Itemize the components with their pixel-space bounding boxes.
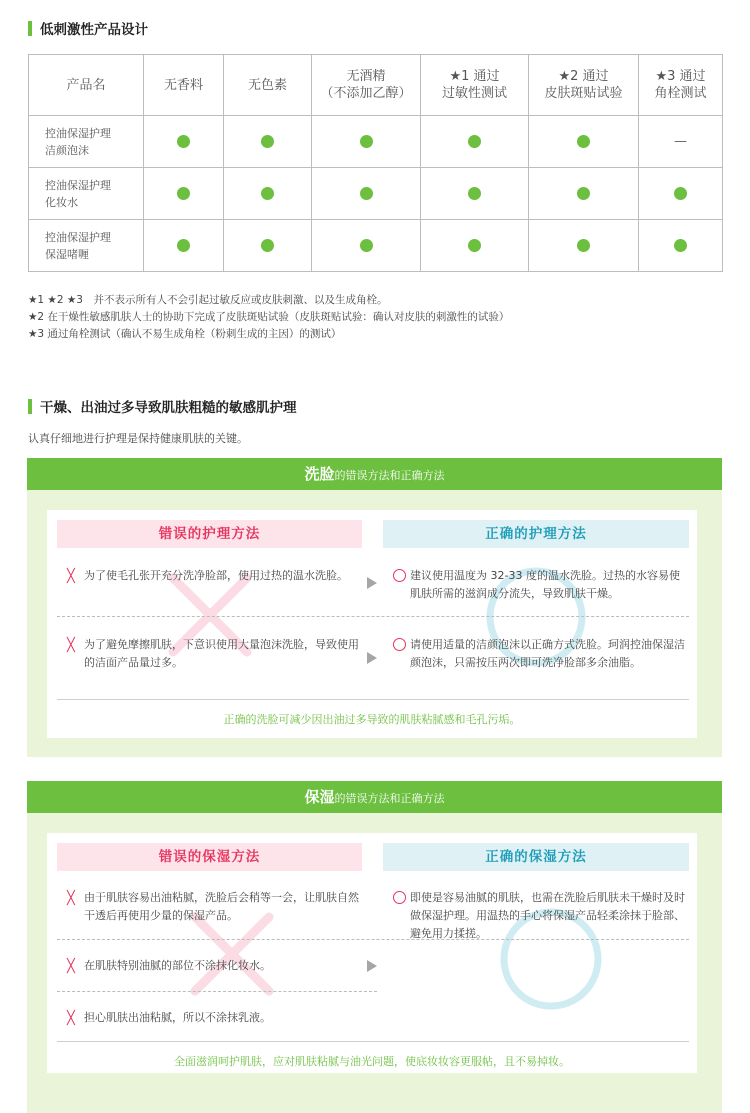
solid-divider — [57, 699, 689, 700]
wash-panel-header: 洗脸的错误方法和正确方法 — [27, 458, 722, 490]
header-cell: ★1 通过 过敏性测试 — [421, 55, 529, 116]
check-dot-icon — [177, 239, 190, 252]
check-dot-icon — [360, 187, 373, 200]
mark-cell — [312, 220, 421, 272]
circle-icon — [393, 638, 406, 651]
mark-cell — [224, 116, 312, 168]
header-cell: 无酒精 （不添加乙醇） — [312, 55, 421, 116]
solid-divider — [57, 1041, 689, 1042]
check-dot-icon — [468, 187, 481, 200]
check-dot-icon — [674, 239, 687, 252]
mark-cell — [639, 220, 723, 272]
footnote: ★3 通过角栓测试（确认不易生成角栓（粉刺生成的主因）的测试） — [28, 328, 342, 340]
cross-icon: ╳ — [67, 891, 75, 906]
wrong-item: ╳ 在肌肤特别油腻的部位不涂抹化妆水。 — [67, 959, 271, 974]
mark-cell — [421, 116, 529, 168]
dashed-divider — [57, 939, 689, 940]
table-header-row — [29, 55, 723, 116]
check-dot-icon — [261, 187, 274, 200]
cross-icon: ╳ — [67, 1011, 75, 1026]
mark-cell — [421, 168, 529, 220]
check-dot-icon — [468, 239, 481, 252]
product-table — [28, 54, 723, 272]
mark-cell — [312, 168, 421, 220]
check-dot-icon — [261, 239, 274, 252]
header-cell: 无香料 — [144, 55, 224, 116]
table-row — [29, 220, 723, 272]
mark-cell — [529, 168, 639, 220]
footnotes — [28, 292, 509, 343]
not-applicable-dash: — — [674, 134, 687, 149]
moisture-panel — [27, 781, 722, 1113]
circle-icon — [393, 891, 406, 904]
dashed-divider — [57, 991, 377, 992]
mark-cell — [224, 168, 312, 220]
mark-cell — [421, 220, 529, 272]
section-title-text: 干燥、出油过多导致肌肤粗糙的敏感肌护理 — [40, 400, 297, 416]
section-title-text: 低刺激性产品设计 — [40, 22, 148, 38]
section-title-low-irritation — [28, 18, 148, 38]
wrong-item: ╳ 为了避免摩擦肌肤，下意识使用大量泡沫洗脸，导致使用的洁面产品量过多。 — [67, 638, 359, 669]
table-row — [29, 116, 723, 168]
section-title-sensitive-care — [28, 396, 297, 416]
mark-cell — [224, 220, 312, 272]
right-item: 建议使用温度为 32-33 度的温水洗脸。过热的水容易使肌肤所需的滋润成分流失，导致肌肤干燥。 — [393, 567, 689, 603]
intro-text: 认真仔细地进行护理是保持健康肌肤的关键。 — [28, 432, 248, 445]
check-dot-icon — [577, 239, 590, 252]
product-name-cell: 控油保湿护理 化妆水 — [29, 168, 144, 220]
check-dot-icon — [577, 135, 590, 148]
wrong-item: ╳ 由于肌肤容易出油粘腻，洗脸后会稍等一会，让肌肤自然干透后再使用少量的保湿产品。 — [67, 891, 359, 922]
cross-icon: ╳ — [67, 569, 75, 584]
dashed-divider — [57, 616, 689, 617]
header-cell: 产品名 — [29, 55, 144, 116]
mark-cell — [529, 116, 639, 168]
moisture-panel-header: 保湿的错误方法和正确方法 — [27, 781, 722, 813]
header-cell: 无色素 — [224, 55, 312, 116]
check-dot-icon — [177, 135, 190, 148]
right-method-heading: 正确的保湿方法 — [383, 843, 689, 871]
product-name-cell: 控油保湿护理 保湿啫喱 — [29, 220, 144, 272]
cross-icon: ╳ — [67, 638, 75, 653]
mark-cell — [144, 220, 224, 272]
wrong-method-heading: 错误的保湿方法 — [57, 843, 362, 871]
mark-cell — [312, 116, 421, 168]
arrow-right-icon — [367, 652, 377, 664]
wrong-method-heading: 错误的护理方法 — [57, 520, 362, 548]
right-method-heading: 正确的护理方法 — [383, 520, 689, 548]
check-dot-icon — [261, 135, 274, 148]
table-row — [29, 168, 723, 220]
title-accent-bar — [28, 399, 32, 414]
check-dot-icon — [577, 187, 590, 200]
check-dot-icon — [360, 239, 373, 252]
header-cell: ★2 通过 皮肤斑贴试验 — [529, 55, 639, 116]
product-name-cell: 控油保湿护理 洁颜泡沫 — [29, 116, 144, 168]
wrong-item: ╳ 为了使毛孔张开充分洗净脸部，使用过热的温水洗脸。 — [67, 569, 348, 584]
mark-cell — [529, 220, 639, 272]
footnote: ★2 在干燥性敏感肌肤人士的协助下完成了皮肤斑贴试验（皮肤斑贴试验：确认对皮肤的刺激性的试验） — [28, 311, 510, 323]
moisture-conclusion: 全面滋润呵护肌肤，应对肌肤粘腻与油光问题，使底妆妆容更服帖，且不易掉妆。 — [174, 1055, 570, 1068]
cross-icon: ╳ — [67, 959, 75, 974]
check-dot-icon — [674, 187, 687, 200]
mark-cell — [144, 116, 224, 168]
footnote: ★1 ★2 ★3 并不表示所有人不会引起过敏反应或皮肤刺激、以及生成角栓。 — [28, 294, 388, 306]
arrow-right-icon — [367, 577, 377, 589]
wash-conclusion: 正确的洗脸可减少因出油过多导致的肌肤粘腻感和毛孔污垢。 — [223, 713, 521, 726]
right-item: 请使用适量的洁颜泡沫以正确方式洗脸。珂润控油保湿洁颜泡沫，只需按压两次即可洗净脸部多余油脂。 — [393, 636, 689, 672]
wash-card — [47, 510, 697, 738]
mark-cell — [639, 168, 723, 220]
wrong-item: ╳ 担心肌肤出油粘腻，所以不涂抹乳液。 — [67, 1011, 271, 1026]
title-accent-bar — [28, 21, 32, 36]
arrow-right-icon — [367, 960, 377, 972]
mark-cell — [144, 168, 224, 220]
right-item: 即使是容易油腻的肌肤，也需在洗脸后肌肤未干燥时及时做保湿护理。用温热的手心将保湿产品轻柔涂抹于脸部、避免用力揉搓。 — [393, 889, 689, 943]
check-dot-icon — [360, 135, 373, 148]
check-dot-icon — [177, 187, 190, 200]
circle-icon — [393, 569, 406, 582]
wash-panel — [27, 458, 722, 757]
mark-cell — [639, 116, 723, 168]
check-dot-icon — [468, 135, 481, 148]
moisture-card — [47, 833, 697, 1073]
header-cell: ★3 通过 角栓测试 — [639, 55, 723, 116]
